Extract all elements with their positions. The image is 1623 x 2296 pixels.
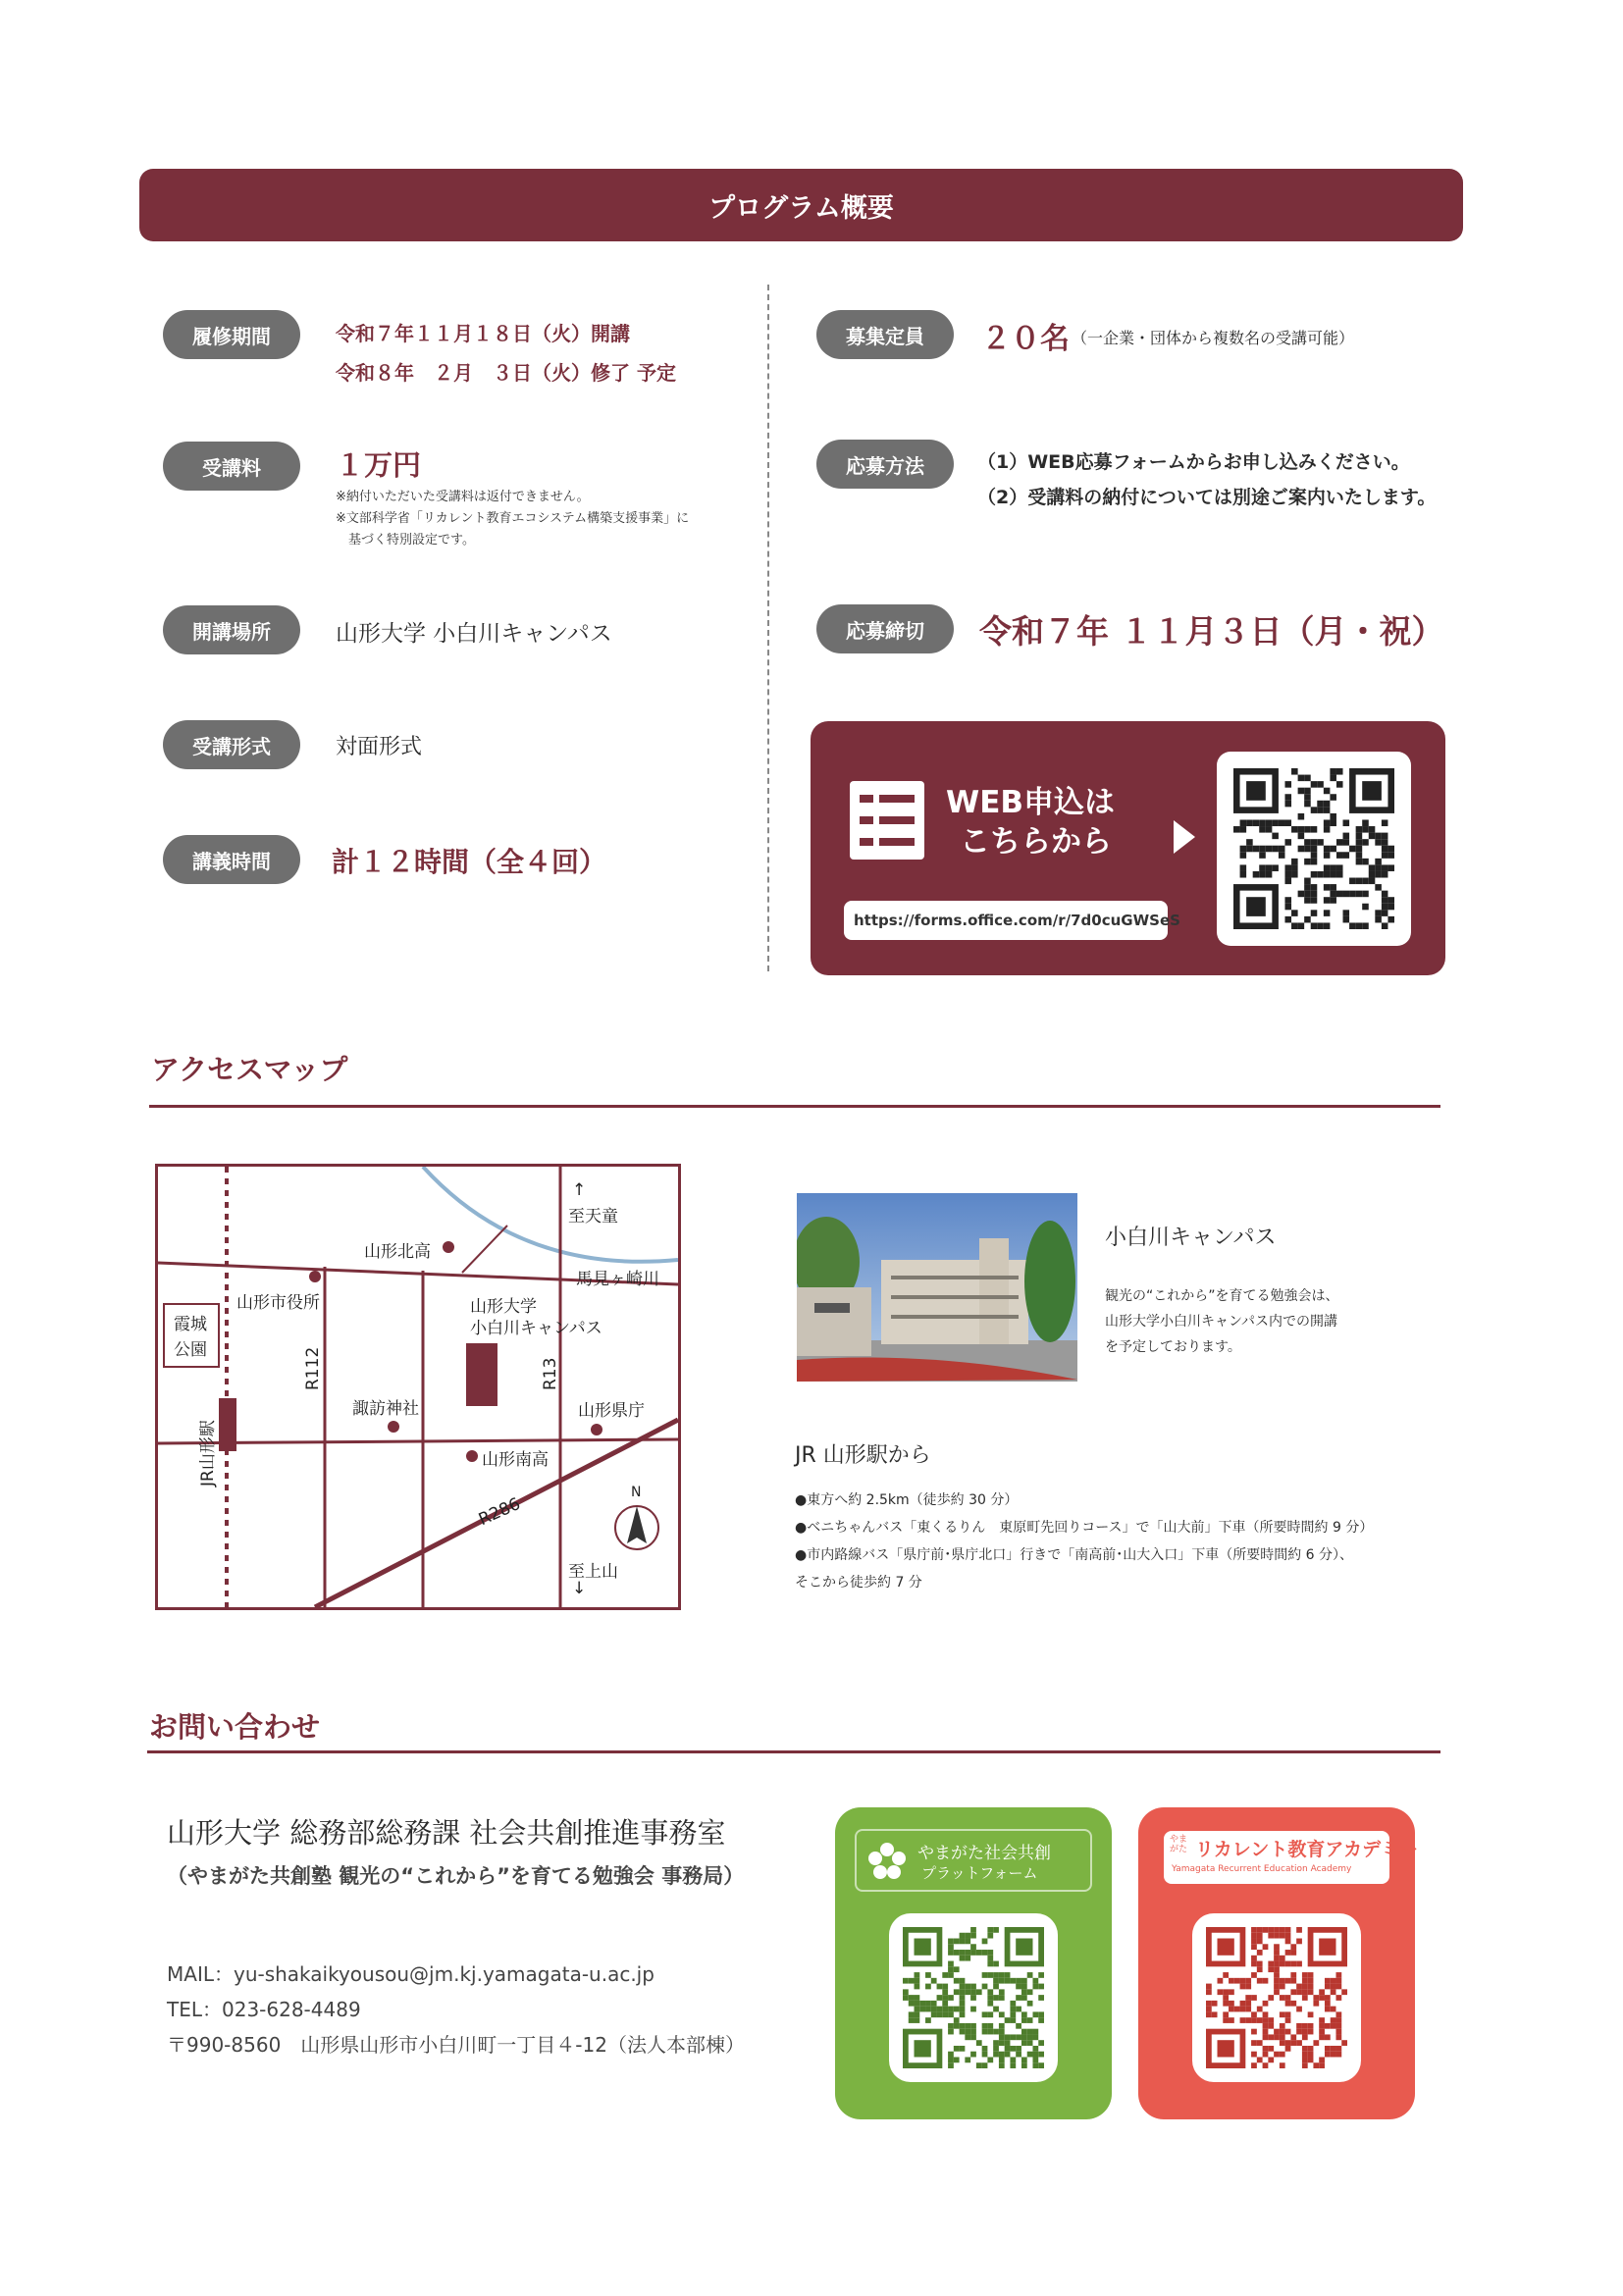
- platform-qr-code[interactable]: [903, 1927, 1044, 2068]
- deadline-pill: 応募締切: [816, 604, 954, 653]
- academy-qr-code[interactable]: [1206, 1927, 1347, 2068]
- map-label-kita-hs: 山形北高: [364, 1242, 431, 1262]
- route-1: ●東方へ約 2.5km（徒歩約 30 分）: [795, 1492, 1019, 1508]
- route-title: JR 山形駅から: [795, 1443, 931, 1468]
- apply-method-2: （2）受講料の納付については別途ご案内いたします。: [977, 487, 1437, 508]
- route-2: ●ベニちゃんバス「東くるりん 東原町先回りコース」で「山大前」下車（所要時間約 9 分）: [795, 1520, 1374, 1536]
- route-3: ●市内路線バス「県庁前･県庁北口」行きで「南高前･山大入口」下車（所要時間約 6 分）、: [795, 1547, 1354, 1563]
- fee-value: １万円: [336, 448, 422, 482]
- program-overview-header: [139, 169, 1463, 241]
- contact-org: 山形大学 総務部総務課 社会共創推進事務室: [167, 1816, 726, 1850]
- hours-pill: 講義時間: [163, 835, 300, 884]
- format-pill: 受講形式: [163, 720, 300, 769]
- web-apply-line1: WEB申込は: [946, 785, 1115, 820]
- column-divider: [767, 285, 769, 971]
- contact-mail[interactable]: MAIL：yu-shakaikyousou@jm.kj.yamagata-u.ac.jp: [167, 1962, 654, 1986]
- capacity-note: （一企業・団体から複数名の受講可能）: [1072, 329, 1355, 347]
- capacity-value: ２０名: [981, 322, 1070, 356]
- map-arrow-down: ↓: [572, 1579, 587, 1598]
- map-label-r13: R13: [541, 1357, 560, 1390]
- platform-qr-frame: [889, 1913, 1058, 2082]
- apply-method-pill: 応募方法: [816, 440, 954, 489]
- map-label-r112: R112: [303, 1346, 323, 1390]
- web-qr-code[interactable]: [1233, 768, 1394, 929]
- format-value: 対面形式: [336, 735, 423, 759]
- fee-note-3: 基づく特別設定です。: [336, 533, 475, 548]
- period-start: 令和７年１１月１８日（火）開講: [336, 322, 630, 345]
- platform-line1: やまがた社会共創: [917, 1844, 1051, 1863]
- academy-card[interactable]: [1138, 1807, 1419, 2119]
- contact-tel[interactable]: TEL：023-628-4489: [167, 1998, 361, 2021]
- map-label-r286: R286: [475, 1493, 524, 1531]
- map-label-univ-2: 小白川キャンパス: [470, 1319, 602, 1338]
- web-qr-frame: [1217, 752, 1411, 946]
- fee-pill: 受講料: [163, 442, 300, 491]
- header-title: プログラム概要: [708, 192, 894, 224]
- map-label-univ-1: 山形大学: [470, 1297, 537, 1317]
- fee-note-1: ※納付いただいた受講料は返付できません。: [336, 490, 590, 504]
- access-title: アクセスマップ: [151, 1053, 348, 1086]
- map-label-suwa: 諏訪神社: [352, 1399, 419, 1419]
- map-label-kencho: 山形県庁: [578, 1401, 645, 1421]
- contact-rule: [147, 1750, 1440, 1753]
- academy-qr-frame: [1192, 1913, 1361, 2082]
- map-label-jr-station: JR山形駅: [198, 1420, 218, 1487]
- venue-value: 山形大学 小白川キャンパス: [336, 621, 612, 647]
- campus-title: 小白川キャンパス: [1105, 1226, 1277, 1250]
- apply-method-1: （1）WEB応募フォームからお申し込みください。: [977, 451, 1410, 473]
- web-apply-line2: こちらから: [960, 824, 1112, 860]
- triangle-right-icon: [1174, 820, 1195, 854]
- access-map: [155, 1164, 681, 1610]
- period-pill: 履修期間: [163, 310, 300, 359]
- platform-line2: プラットフォーム: [921, 1864, 1038, 1882]
- campus-desc-3: を予定しております。: [1105, 1339, 1241, 1355]
- hours-value: 計１２時間（全４回）: [332, 846, 607, 878]
- capacity-pill: 募集定員: [816, 310, 954, 359]
- access-rule: [149, 1105, 1440, 1108]
- campus-desc-2: 山形大学小白川キャンパス内での開講: [1105, 1314, 1338, 1330]
- map-label-tendo: 至天童: [568, 1207, 618, 1226]
- url-bar[interactable]: [844, 901, 1180, 940]
- flower-logo-icon: [866, 1841, 908, 1882]
- deadline-value: 令和７年 １１月３日（月・祝）: [979, 612, 1444, 651]
- academy-sub: Yamagata Recurrent Education Academy: [1172, 1864, 1352, 1874]
- map-label-kajo-2: 公園: [174, 1340, 207, 1360]
- map-arrow-up: ↑: [572, 1180, 587, 1200]
- venue-pill: 開講場所: [163, 605, 300, 654]
- academy-name: リカレント教育アカデミー: [1195, 1839, 1419, 1860]
- map-label-city-hall: 山形市役所: [236, 1293, 320, 1313]
- route-4: そこから徒歩約 7 分: [795, 1575, 922, 1591]
- academy-prefix: やまがた: [1170, 1835, 1188, 1854]
- contact-address: 〒990-8560 山形県山形市小白川町一丁目４-12（法人本部棟）: [167, 2033, 745, 2057]
- map-north-label: N: [631, 1485, 642, 1500]
- map-label-river: 馬見ヶ崎川: [576, 1270, 659, 1289]
- fee-note-2: ※文部科学省「リカレント教育エコシステム構築支援事業」に: [336, 511, 690, 526]
- map-label-kaminoyama: 至上山: [568, 1562, 618, 1582]
- campus-desc-1: 観光の“これから”を育てる勉強会は、: [1105, 1288, 1339, 1304]
- url-text: https://forms.office.com/r/7d0cuGWSeS: [854, 912, 1180, 929]
- platform-card[interactable]: [835, 1807, 1112, 2119]
- contact-title: お問い合わせ: [149, 1710, 321, 1744]
- map-lines: [158, 1167, 678, 1607]
- campus-photo: [797, 1193, 1077, 1382]
- contact-sub: （やまがた共創塾 観光の“これから”を育てる勉強会 事務局）: [167, 1864, 745, 1888]
- map-label-minami-hs: 山形南高: [482, 1450, 549, 1470]
- period-end: 令和８年 ２月 ３日（火）修了 予定: [336, 361, 676, 385]
- map-label-kajo-1: 霞城: [174, 1315, 207, 1334]
- form-list-icon: [850, 781, 924, 860]
